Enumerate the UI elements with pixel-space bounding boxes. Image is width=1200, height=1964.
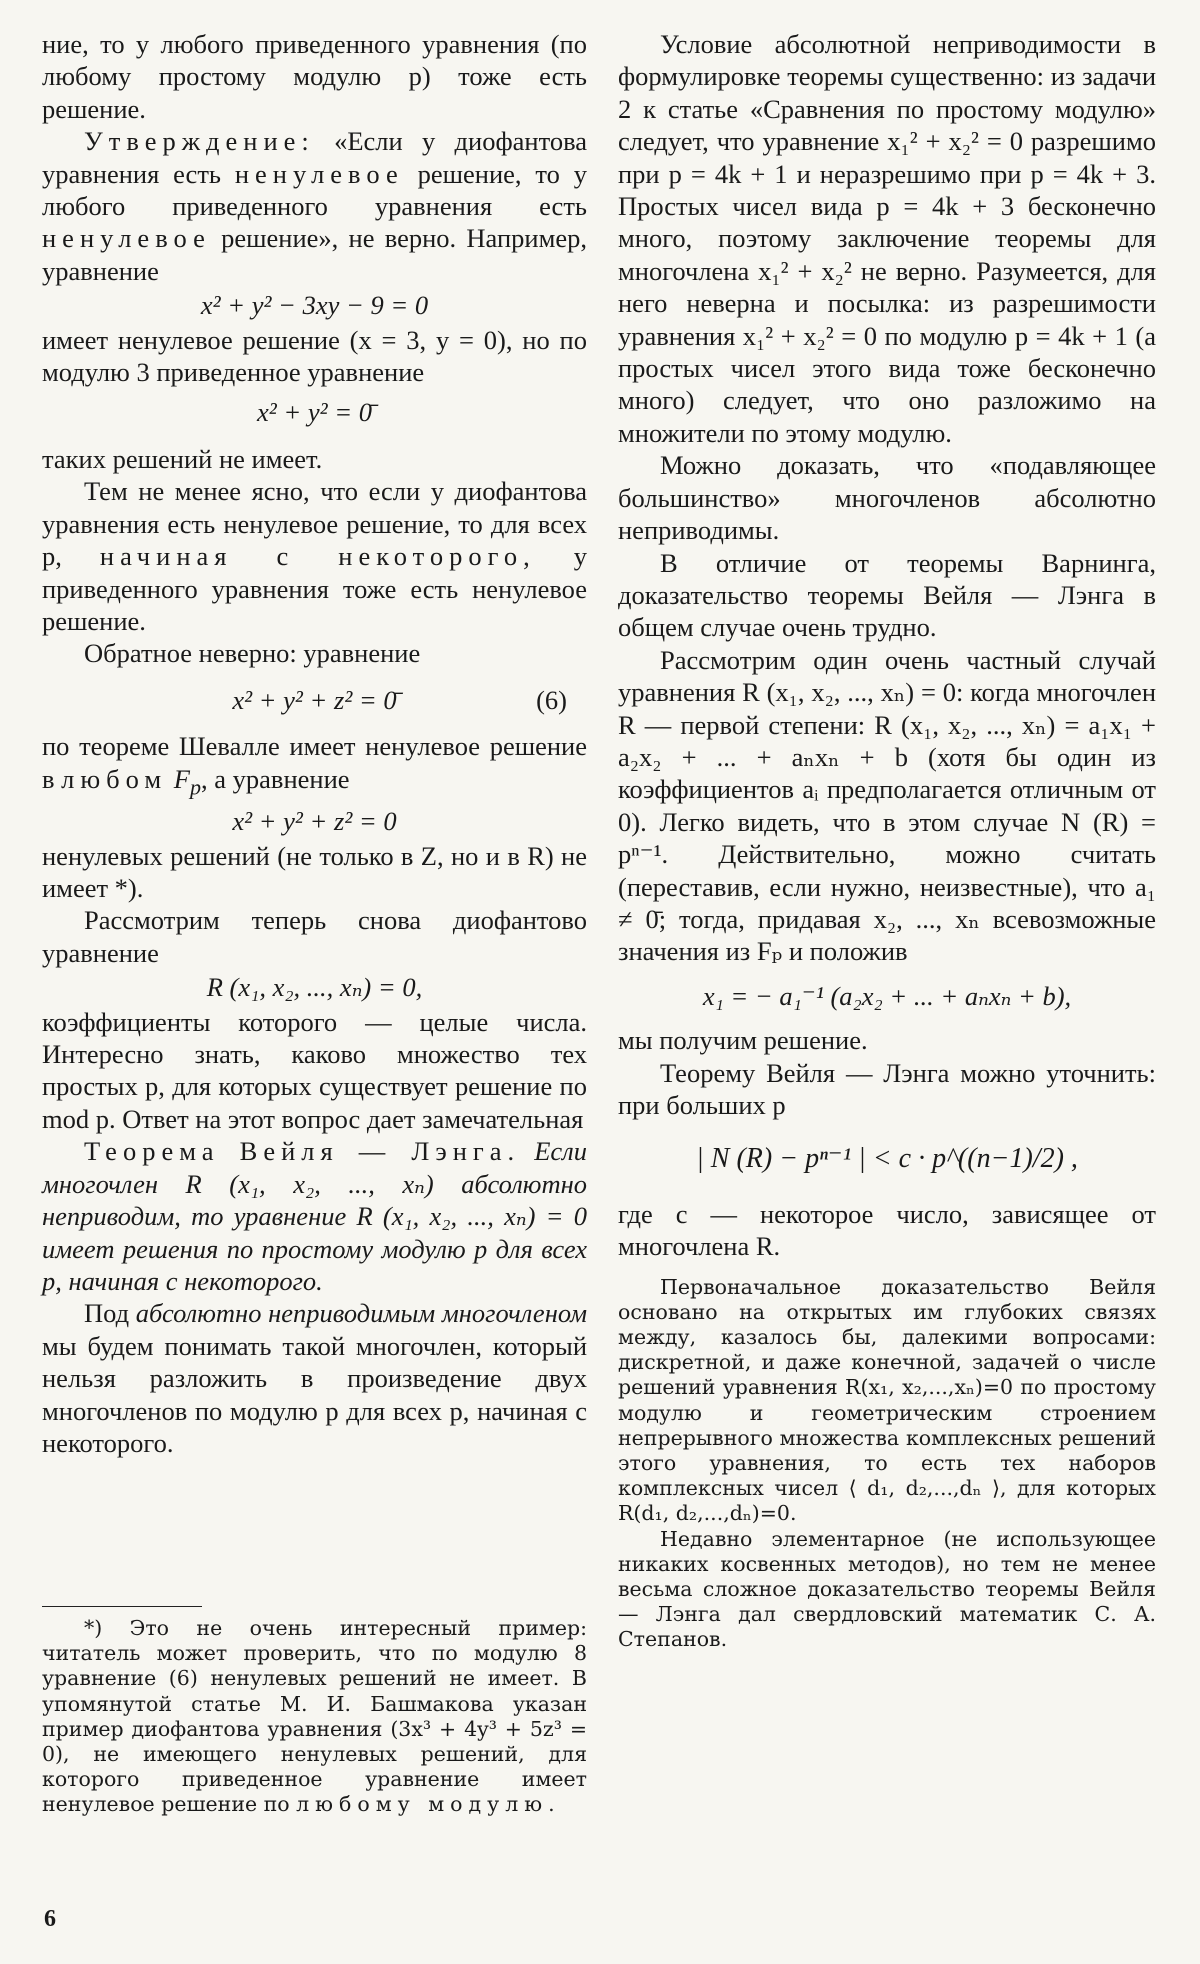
paragraph: Обратное неверно: уравнение [84, 638, 421, 669]
equation: x₁ = − a₁⁻¹ (a₂x₂ + ... + aₙxₙ + b), [702, 980, 1072, 1011]
paragraph: мы получим решение. [618, 1025, 868, 1056]
paragraph: таких решений не имеет. [42, 443, 323, 474]
footnote-rule [42, 1606, 202, 1607]
emphasis-span: ненулевое [234, 158, 404, 189]
left-column [42, 28, 587, 1459]
footnote-text [42, 1616, 587, 1818]
numbered-equation [42, 684, 587, 716]
field-subscript: p [189, 773, 202, 799]
text-span: Под [84, 1298, 136, 1329]
text-span: «Если у диофантова уравнения есть [42, 126, 587, 189]
equation: x² + y² + z² = 0̄ [232, 684, 397, 715]
paragraph: Рассмотрим один очень частный случай уравнения R (x₁, x₂, ..., xₙ) = 0: когда многочлен R — первой степени: R (x₁, x₂, ..., xₙ) = a₁x₁ + a₂x₂ + ... + aₙxₙ + b (хотя бы один из коэффициентов aᵢ предполагается отличным от 0). Легко видеть, что в этом случае N (R) = pⁿ⁻¹. Действительно, можно считать (переставив, если нужно, неизвестные), что a₁ ≠ 0̄; тогда, придавая x₂, ..., xₙ всевозможные значения из Fₚ и положив [618, 644, 1156, 967]
definition-term: абсолютно неприводимым многочленом [135, 1298, 587, 1329]
paragraph: В отличие от теоремы Варнинга, доказательство теоремы Вейля — Лэнга в общем случае очень трудно. [618, 547, 1156, 643]
equation: | N (R) − pⁿ⁻¹ | < c · p^((n−1)/2) , [696, 1143, 1078, 1175]
text-span: по теореме Шевалле имеет ненулевое решение в [42, 731, 587, 794]
equation: x² + y² + z² = 0 [232, 806, 397, 837]
text-span: Тем не менее ясно, что если у диофантова уравнения есть ненулевое решение, то для всех p, [42, 476, 587, 572]
emphasis-span: начиная с некоторого, [99, 541, 536, 572]
paragraph: ненулевых решений (не только в Z, но и в R) не имеет *). [42, 840, 587, 904]
paragraph: ние, то у любого приведенного уравнения (по любому простому модулю p) тоже есть решение. [42, 29, 587, 124]
paragraph: Можно доказать, что «подавляющее большинство» многочленов абсолютно неприводимы. [618, 450, 1156, 546]
text-span: решение, то у любого приведенного уравнения есть [42, 158, 587, 222]
paragraph [42, 475, 587, 637]
page-number: 6 [44, 1906, 56, 1932]
text-span: у приведенного уравнения тоже есть ненулевое решение. [42, 541, 588, 636]
emphasis-span: любом [61, 763, 168, 794]
theorem-statement: Если многочлен R (x₁, x₂, ..., xₙ) абсолютно неприводим, то уравнение R (x₁, x₂, ..., xₙ) = 0 имеет решения по простому модулю p для всех p, начиная с некоторого. [42, 1136, 587, 1296]
small-paragraph: Первоначальное доказательство Вейля основано на открытых им глубоких связях между, казалось бы, далекими вопросами: дискретной, и даже конечной, задачей о числе решений уравнения R(x₁, x₂,...,xₙ)=0 по простому модулю и геометрическим строением непрерывного множества комплексных решений этого уравнения, то есть тех наборов комплексных чисел ⟨ d₁, d₂,...,dₙ ⟩, для которых R(d₁, d₂,...,dₙ)=0. [618, 1274, 1156, 1526]
equation: x² + y² − 3xy − 9 = 0 [200, 290, 429, 321]
footnote [42, 1616, 587, 1818]
field-symbol: F [167, 763, 190, 794]
theorem-title: Теорема Вейля — Лэнга. [84, 1136, 521, 1167]
paragraph: где c — некоторое число, зависящее от многочлена R. [618, 1198, 1156, 1262]
paragraph: имеет ненулевое решение (x = 3, y = 0), но по модулю 3 приведенное уравнение [42, 324, 587, 388]
equation: x² + y² = 0̄ [257, 397, 372, 428]
equation-number: (6) [536, 684, 567, 715]
right-column [618, 28, 1156, 1653]
paragraph [42, 1297, 587, 1459]
text-span: мы будем понимать такой многочлен, который нельзя разложить в произведение двух многочленов по модулю p для всех p, начиная с некоторого. [42, 1330, 587, 1458]
text-span: решение», не верно. Например, уравнение [42, 223, 587, 286]
emphasis-span: любому модулю. [296, 1792, 561, 1817]
paragraph: Теорему Вейля — Лэнга можно уточнить: при больших p [618, 1057, 1156, 1120]
paragraph [42, 730, 587, 803]
paragraph [42, 125, 587, 287]
paragraph: коэффициенты которого — целые числа. Интересно знать, каково множество тех простых p, для которых существует решение по mod p. Ответ на этот вопрос дает замечательная [42, 1006, 587, 1134]
text-span: *) Это не очень интересный пример: читатель может проверить, что по модулю 8 уравнение (6) ненулевых решений не имеет. В упомянутой статье М. И. Башмакова указан пример диофантова уравнения (3x³ + 4y³ + 5z³ = 0), не имеющего ненулевых решений, для которого приведенное уравнение имеет ненулевое решение по [42, 1616, 587, 1817]
paragraph: Условие абсолютной неприводимости в формулировке теоремы существенно: из задачи 2 к статье «Сравнения по простому модулю» следует, что уравнение x₁² + x₂² = 0 разрешимо при p = 4k + 1 и неразрешимо при p = 4k + 3. Простых чисел вида p = 4k + 3 бесконечно много, поэтому заключение теоремы для многочлена x₁² + x₂² не верно. Разумеется, для него неверна и посылка: из разрешимости уравнения x₁² + x₂² = 0 по модулю p = 4k + 1 (а простых чисел этого вида тоже бесконечно много) следует, что оно разложимо на множители по этому модулю. [618, 29, 1156, 448]
small-paragraph: Недавно элементарное (не использующее никаких косвенных методов), но тем не менее весьма сложное доказательство теоремы Вейля — Лэнга дал свердловский математик С. А. Степанов. [618, 1526, 1156, 1652]
equation: R (x₁, x₂, ..., xₙ) = 0, [206, 972, 423, 1003]
small-print-section [618, 1275, 1156, 1653]
theorem [42, 1135, 587, 1297]
paragraph: Рассмотрим теперь снова диофантово уравнение [42, 905, 587, 968]
text-span: , а уравнение [201, 763, 350, 794]
emphasis-span: ненулевое [42, 223, 211, 254]
statement-heading: Утверждение: [84, 126, 315, 157]
